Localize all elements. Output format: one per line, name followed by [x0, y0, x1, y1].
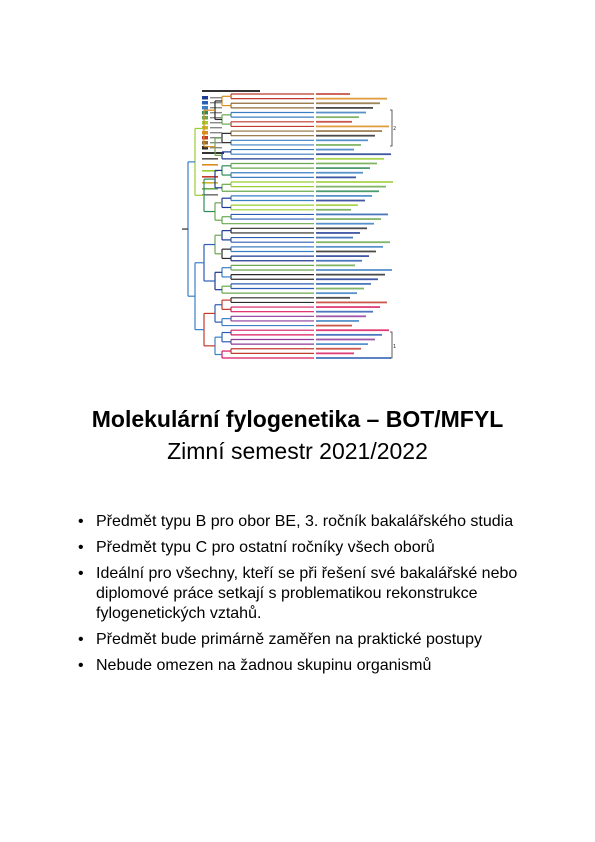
list-item-text: Předmět typu B pro obor BE, 3. ročník bakalářského studia	[96, 513, 514, 530]
svg-text:2: 2	[393, 126, 397, 132]
tip-label	[316, 274, 385, 276]
tip-label	[316, 343, 368, 345]
title-block	[0, 404, 595, 466]
tip-label	[316, 352, 354, 354]
tip-label	[316, 167, 370, 169]
tip-label	[316, 306, 380, 308]
list-item	[78, 630, 538, 650]
bullet-marker: •	[78, 513, 84, 530]
legend-swatch	[202, 121, 208, 125]
tip-label	[316, 288, 364, 290]
tip-label	[316, 200, 365, 202]
tip-label	[316, 357, 391, 359]
bullet-marker: •	[78, 539, 84, 556]
tip-label	[316, 112, 366, 114]
tip-label	[316, 260, 362, 262]
tip-label	[316, 130, 382, 132]
tip-label	[316, 158, 384, 160]
tip-label	[316, 135, 375, 137]
list-item-text: Předmět bude primárně zaměřen na praktické postupy	[96, 631, 482, 648]
list-item	[78, 656, 538, 676]
list-item	[78, 512, 538, 532]
legend-swatch	[202, 96, 208, 100]
tip-label	[316, 214, 388, 216]
tip-label	[316, 126, 389, 128]
document-subtitle: Zimní semestr 2021/2022	[167, 438, 428, 464]
tip-label	[316, 153, 391, 155]
list-item-text: Nebude omezen na žadnou skupinu organismů	[96, 657, 432, 674]
tip-label	[316, 320, 359, 322]
tip-label	[316, 98, 387, 100]
tip-label	[316, 297, 350, 299]
tip-label	[316, 139, 368, 141]
tip-label	[316, 334, 382, 336]
legend-swatch	[202, 136, 208, 140]
tip-label	[316, 269, 392, 271]
tip-label	[316, 190, 379, 192]
tip-label	[316, 107, 373, 109]
tip-label	[316, 325, 352, 327]
tip-label	[316, 223, 374, 225]
tip-label	[316, 292, 357, 294]
tip-label	[316, 348, 361, 350]
bullet-list	[78, 512, 538, 682]
tip-label	[316, 264, 355, 266]
tip-label	[316, 195, 372, 197]
phylogenetic-tree-icon	[180, 86, 402, 364]
document-title: Molekulární fylogenetika – BOT/MFYL	[91, 406, 504, 432]
tip-label	[316, 93, 350, 95]
legend-swatch	[202, 106, 208, 110]
tip-label	[316, 278, 378, 280]
tip-label	[316, 246, 383, 248]
legend-swatch	[202, 116, 208, 120]
list-item-text: Ideální pro všechny, kteří se při řešení své bakalářské nebo diplomové práce setkají s problematikou rekonstrukce fylogenetických vztahů.	[96, 565, 518, 622]
phylogenetic-tree-figure	[180, 86, 402, 364]
tip-label	[316, 176, 356, 178]
legend-swatch	[202, 101, 208, 105]
list-item	[78, 564, 538, 624]
tip-label	[316, 186, 386, 188]
tip-label	[316, 283, 371, 285]
legend-swatch	[202, 131, 208, 135]
clade-brackets	[390, 110, 392, 358]
tip-label	[316, 339, 375, 341]
tip-label	[316, 241, 390, 243]
tip-label	[316, 102, 380, 104]
tip-label	[316, 227, 367, 229]
tip-label	[316, 163, 377, 165]
tip-label	[316, 302, 387, 304]
list-item-text: Předmět typu C pro ostatní ročníky všech oborů	[96, 539, 435, 556]
tip-label	[316, 232, 360, 234]
bullet-marker: •	[78, 565, 84, 582]
tip-label	[316, 209, 351, 211]
tip-label	[316, 172, 363, 174]
bullet-marker: •	[78, 631, 84, 648]
tip-label	[316, 237, 353, 239]
tip-label	[316, 149, 354, 151]
tip-label	[316, 144, 361, 146]
tip-label	[316, 255, 369, 257]
tip-label	[316, 181, 393, 183]
svg-text:1: 1	[393, 344, 397, 350]
tip-label	[316, 121, 352, 123]
tip-label	[316, 116, 359, 118]
legend-swatch	[202, 141, 208, 145]
tip-label	[316, 204, 358, 206]
tip-label	[316, 315, 366, 317]
list-item	[78, 538, 538, 558]
tip-label	[316, 311, 373, 313]
tip-label	[316, 218, 381, 220]
legend-swatch	[202, 111, 208, 115]
tip-label	[316, 329, 389, 331]
bullet-marker: •	[78, 657, 84, 674]
tip-label	[316, 251, 376, 253]
